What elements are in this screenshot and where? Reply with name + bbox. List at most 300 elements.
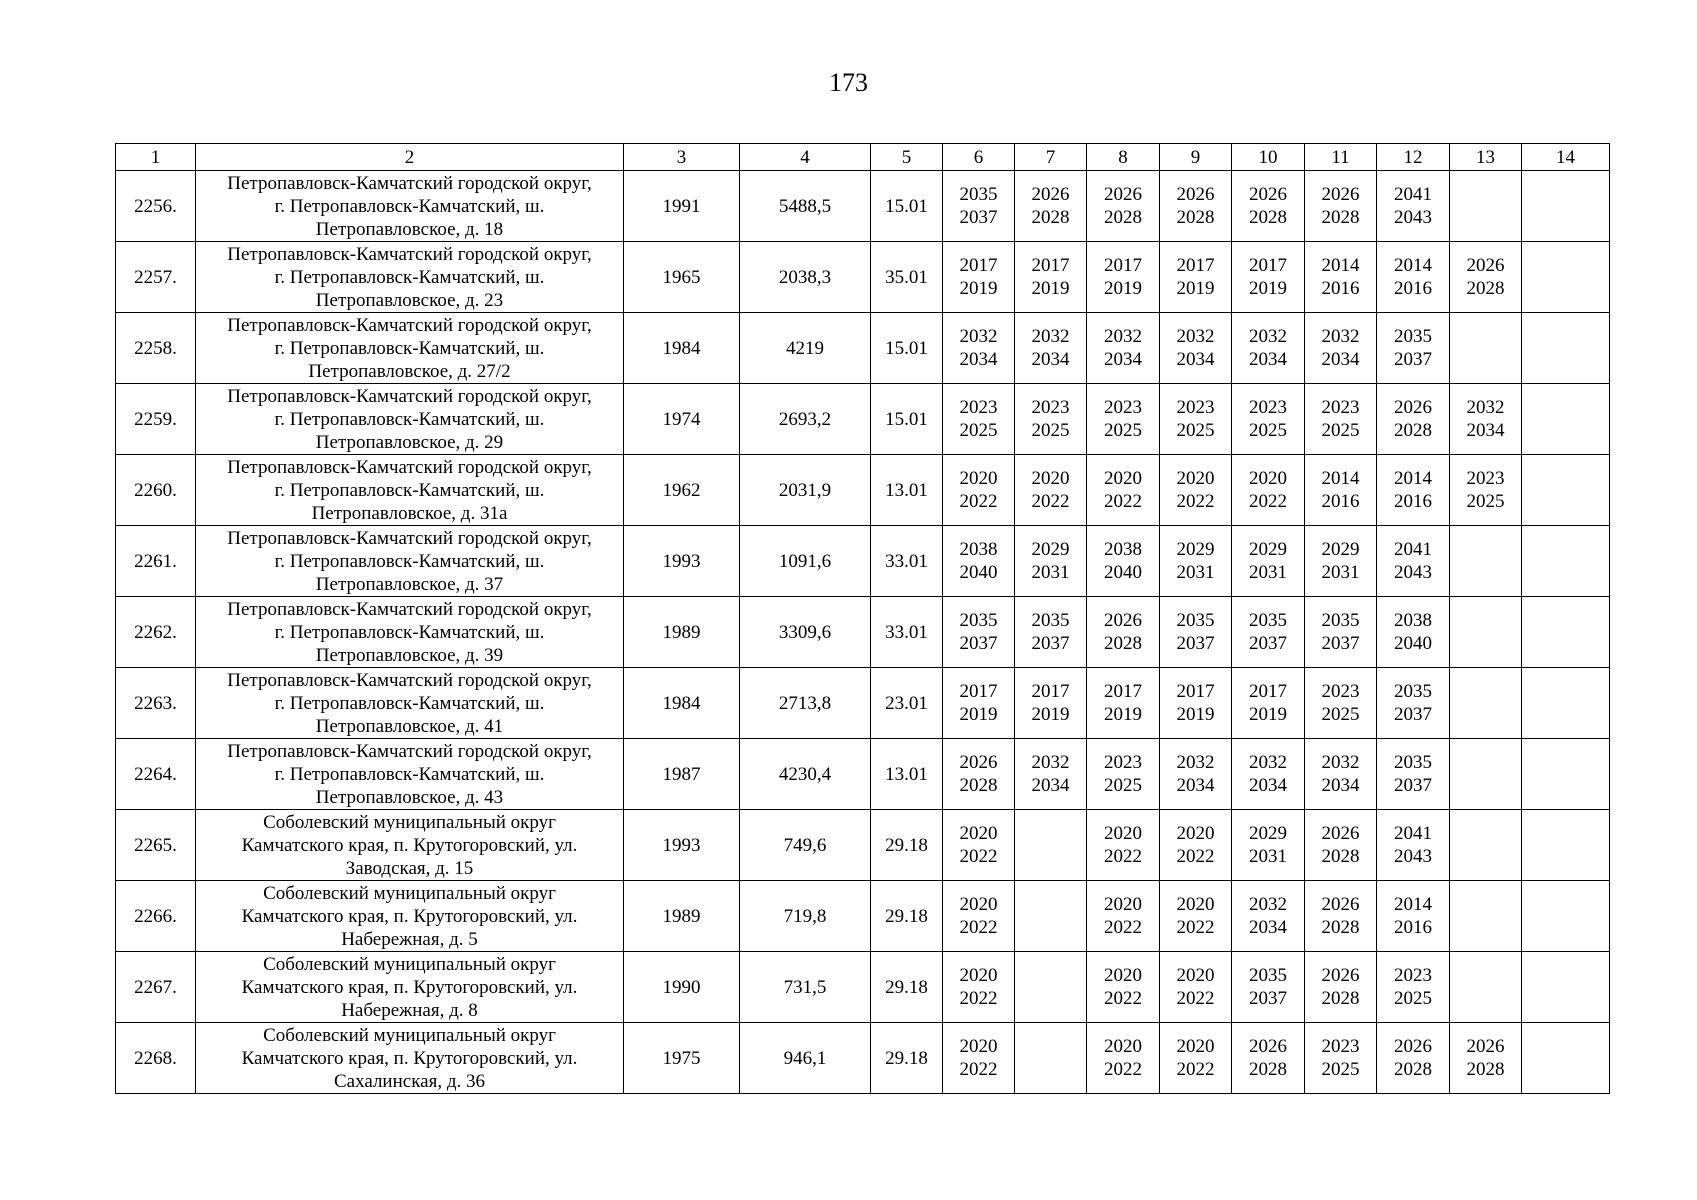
period-end: 2031 — [1031, 562, 1070, 583]
period-start: 2017 — [1249, 255, 1287, 276]
period-cell-col-8 — [1087, 739, 1160, 810]
period-start: 2035 — [1394, 681, 1432, 702]
period-cell-col-14 — [1522, 526, 1610, 597]
area-cell: 719,8 — [740, 881, 871, 952]
year-cell: 1965 — [624, 242, 740, 313]
address-cell — [196, 384, 624, 455]
period-cell-col-7 — [1015, 881, 1087, 952]
period-end: 2028 — [1104, 207, 1142, 228]
period-end: 2019 — [1104, 278, 1142, 299]
period-end: 2028 — [1394, 1059, 1432, 1080]
year-cell: 1984 — [624, 313, 740, 384]
code-cell: 29.18 — [871, 1023, 943, 1094]
period-end: 2025 — [1031, 420, 1070, 441]
period-start: 2032 — [1104, 326, 1142, 347]
period-cell-col-6 — [943, 171, 1015, 242]
period-start: 2020 — [1176, 823, 1215, 844]
period-start: 2020 — [1176, 965, 1215, 986]
period-start: 2020 — [959, 965, 998, 986]
year-cell: 1987 — [624, 739, 740, 810]
period-cell-col-12 — [1377, 242, 1450, 313]
header-row — [116, 144, 1610, 171]
period-start: 2014 — [1394, 468, 1432, 489]
period-end: 2034 — [1104, 349, 1142, 370]
period-end: 2031 — [1249, 846, 1287, 867]
period-end: 2022 — [959, 491, 998, 512]
address-line: Петропавловское, д. 39 — [315, 644, 504, 666]
period-cell-col-11 — [1305, 881, 1377, 952]
period-start: 2020 — [1176, 1036, 1215, 1057]
period-cell-col-13 — [1450, 384, 1522, 455]
period-start: 2026 — [1031, 184, 1070, 205]
code-cell: 33.01 — [871, 526, 943, 597]
address-line: г. Петропавловск-Камчатский, ш. — [274, 337, 545, 359]
period-end: 2034 — [1249, 917, 1287, 938]
period-cell-col-10 — [1232, 455, 1305, 526]
table-row — [116, 668, 1610, 739]
period-start: 2020 — [1104, 965, 1142, 986]
period-cell-col-8 — [1087, 313, 1160, 384]
period-cell-col-9 — [1160, 739, 1232, 810]
period-end: 2025 — [1321, 704, 1360, 725]
period-end: 2034 — [1176, 775, 1215, 796]
period-cell-col-7 — [1015, 384, 1087, 455]
period-end: 2043 — [1394, 207, 1432, 228]
period-cell-col-9 — [1160, 171, 1232, 242]
period-cell-col-8 — [1087, 1023, 1160, 1094]
period-start: 2023 — [1466, 468, 1505, 489]
address-line: Петропавловское, д. 31а — [311, 502, 508, 524]
code-cell: 15.01 — [871, 384, 943, 455]
registry-table — [115, 143, 1610, 1094]
period-end: 2028 — [1321, 988, 1360, 1009]
address-cell — [196, 810, 624, 881]
period-cell-col-14 — [1522, 171, 1610, 242]
period-start: 2032 — [1249, 752, 1287, 773]
table-row — [116, 171, 1610, 242]
period-start: 2032 — [959, 326, 998, 347]
header-cell-6: 6 — [943, 144, 1015, 171]
code-cell: 33.01 — [871, 597, 943, 668]
address-line: Набережная, д. 5 — [341, 928, 478, 950]
period-end: 2031 — [1176, 562, 1215, 583]
period-cell-col-8 — [1087, 881, 1160, 952]
period-end: 2031 — [1321, 562, 1360, 583]
period-cell-col-14 — [1522, 668, 1610, 739]
period-start: 2020 — [1104, 823, 1142, 844]
address-cell — [196, 455, 624, 526]
period-cell-col-12 — [1377, 952, 1450, 1023]
period-cell-col-12 — [1377, 313, 1450, 384]
area-cell: 2031,9 — [740, 455, 871, 526]
period-cell-col-11 — [1305, 597, 1377, 668]
period-start: 2020 — [959, 823, 998, 844]
code-cell: 29.18 — [871, 881, 943, 952]
period-cell-col-14 — [1522, 810, 1610, 881]
period-cell-col-8 — [1087, 597, 1160, 668]
row-number: 2266. — [116, 881, 196, 952]
row-number: 2268. — [116, 1023, 196, 1094]
address-line: Петропавловск-Камчатский городской округ, — [227, 456, 592, 478]
period-end: 2028 — [1249, 1059, 1287, 1080]
address-line: Соболевский муниципальный округ — [263, 882, 556, 904]
period-start: 2017 — [1176, 681, 1215, 702]
period-start: 2041 — [1394, 539, 1432, 560]
period-start: 2026 — [1249, 184, 1287, 205]
address-line: г. Петропавловск-Камчатский, ш. — [274, 479, 545, 501]
code-cell: 29.18 — [871, 810, 943, 881]
period-end: 2028 — [1031, 207, 1070, 228]
period-end: 2034 — [1466, 420, 1505, 441]
period-cell-col-8 — [1087, 242, 1160, 313]
address-line: Петропавловское, д. 37 — [315, 573, 504, 595]
period-end: 2022 — [1031, 491, 1070, 512]
period-end: 2028 — [1466, 278, 1505, 299]
period-end: 2034 — [1249, 775, 1287, 796]
period-end: 2040 — [1394, 633, 1432, 654]
address-cell — [196, 739, 624, 810]
period-start: 2017 — [1104, 681, 1142, 702]
period-cell-col-12 — [1377, 1023, 1450, 1094]
address-line: г. Петропавловск-Камчатский, ш. — [274, 692, 545, 714]
period-start: 2017 — [1176, 255, 1215, 276]
period-cell-col-9 — [1160, 597, 1232, 668]
period-end: 2034 — [1321, 349, 1360, 370]
period-end: 2025 — [1104, 775, 1142, 796]
period-start: 2023 — [1104, 397, 1142, 418]
period-start: 2026 — [1249, 1036, 1287, 1057]
period-cell-col-10 — [1232, 881, 1305, 952]
period-cell-col-6 — [943, 242, 1015, 313]
period-cell-col-12 — [1377, 455, 1450, 526]
period-cell-col-14 — [1522, 384, 1610, 455]
period-cell-col-9 — [1160, 455, 1232, 526]
period-cell-col-6 — [943, 668, 1015, 739]
address-line: Петропавловск-Камчатский городской округ, — [227, 740, 592, 762]
period-end: 2028 — [1176, 207, 1215, 228]
period-end: 2022 — [959, 917, 998, 938]
period-cell-col-13 — [1450, 668, 1522, 739]
period-end: 2025 — [959, 420, 998, 441]
period-end: 2028 — [1321, 917, 1360, 938]
period-end: 2028 — [1249, 207, 1287, 228]
period-start: 2026 — [1466, 255, 1505, 276]
address-line: Камчатского края, п. Крутогоровский, ул. — [241, 834, 578, 856]
period-end: 2019 — [1249, 278, 1287, 299]
address-cell — [196, 526, 624, 597]
period-end: 2022 — [1249, 491, 1287, 512]
period-cell-col-7 — [1015, 739, 1087, 810]
period-cell-col-14 — [1522, 313, 1610, 384]
period-end: 2022 — [959, 1059, 998, 1080]
period-end: 2016 — [1321, 491, 1360, 512]
period-cell-col-11 — [1305, 810, 1377, 881]
period-end: 2040 — [1104, 562, 1142, 583]
period-start: 2026 — [1104, 184, 1142, 205]
period-cell-col-9 — [1160, 810, 1232, 881]
period-cell-col-10 — [1232, 668, 1305, 739]
header-cell-8: 8 — [1087, 144, 1160, 171]
address-line: Сахалинская, д. 36 — [334, 1070, 485, 1092]
period-end: 2025 — [1249, 420, 1287, 441]
year-cell: 1962 — [624, 455, 740, 526]
period-end: 2034 — [1249, 349, 1287, 370]
table-row — [116, 242, 1610, 313]
period-cell-col-7 — [1015, 952, 1087, 1023]
table-row — [116, 739, 1610, 810]
code-cell: 23.01 — [871, 668, 943, 739]
area-cell: 3309,6 — [740, 597, 871, 668]
period-start: 2035 — [1321, 610, 1360, 631]
period-start: 2026 — [959, 752, 998, 773]
period-cell-col-9 — [1160, 384, 1232, 455]
period-start: 2023 — [1031, 397, 1070, 418]
period-start: 2026 — [1176, 184, 1215, 205]
period-cell-col-14 — [1522, 952, 1610, 1023]
period-cell-col-6 — [943, 1023, 1015, 1094]
address-line: Петропавловское, д. 18 — [315, 218, 504, 240]
period-cell-col-7 — [1015, 242, 1087, 313]
period-start: 2020 — [959, 468, 998, 489]
address-line: Петропавловск-Камчатский городской округ, — [227, 243, 592, 265]
code-cell: 29.18 — [871, 952, 943, 1023]
period-cell-col-12 — [1377, 526, 1450, 597]
address-line: г. Петропавловск-Камчатский, ш. — [274, 550, 545, 572]
page-number: 173 — [829, 68, 868, 97]
address-line: Петропавловск-Камчатский городской округ, — [227, 598, 592, 620]
address-line: Петропавловск-Камчатский городской округ, — [227, 669, 592, 691]
table-row — [116, 526, 1610, 597]
period-start: 2020 — [1031, 468, 1070, 489]
row-number: 2267. — [116, 952, 196, 1023]
period-start: 2032 — [1321, 326, 1360, 347]
row-number: 2259. — [116, 384, 196, 455]
code-cell: 15.01 — [871, 313, 943, 384]
period-start: 2032 — [1249, 326, 1287, 347]
period-end: 2040 — [959, 562, 998, 583]
address-line: Соболевский муниципальный округ — [263, 953, 556, 975]
area-cell: 946,1 — [740, 1023, 871, 1094]
period-start: 2017 — [1031, 255, 1070, 276]
address-cell — [196, 668, 624, 739]
period-cell-col-10 — [1232, 242, 1305, 313]
period-start: 2032 — [1249, 894, 1287, 915]
period-cell-col-11 — [1305, 526, 1377, 597]
period-cell-col-10 — [1232, 384, 1305, 455]
period-start: 2023 — [1321, 1036, 1360, 1057]
period-start: 2035 — [959, 184, 998, 205]
table-row — [116, 810, 1610, 881]
address-line: Камчатского края, п. Крутогоровский, ул. — [241, 1047, 578, 1069]
address-line: Петропавловск-Камчатский городской округ, — [227, 385, 592, 407]
period-cell-col-13 — [1450, 952, 1522, 1023]
period-cell-col-12 — [1377, 810, 1450, 881]
address-cell — [196, 171, 624, 242]
row-number: 2258. — [116, 313, 196, 384]
period-cell-col-13 — [1450, 881, 1522, 952]
period-cell-col-9 — [1160, 668, 1232, 739]
period-cell-col-8 — [1087, 384, 1160, 455]
address-line: Петропавловское, д. 29 — [315, 431, 504, 453]
code-cell: 15.01 — [871, 171, 943, 242]
period-cell-col-6 — [943, 455, 1015, 526]
period-end: 2019 — [1176, 278, 1215, 299]
period-end: 2025 — [1104, 420, 1142, 441]
header-cell-10: 10 — [1232, 144, 1305, 171]
period-end: 2028 — [1321, 846, 1360, 867]
period-cell-col-13 — [1450, 455, 1522, 526]
period-start: 2020 — [1176, 894, 1215, 915]
header-cell-11: 11 — [1305, 144, 1377, 171]
period-start: 2035 — [1176, 610, 1215, 631]
period-end: 2043 — [1394, 846, 1432, 867]
table-row — [116, 455, 1610, 526]
period-end: 2028 — [959, 775, 998, 796]
row-number: 2265. — [116, 810, 196, 881]
area-cell: 749,6 — [740, 810, 871, 881]
year-cell: 1975 — [624, 1023, 740, 1094]
period-end: 2034 — [1031, 349, 1070, 370]
period-cell-col-13 — [1450, 242, 1522, 313]
address-line: Петропавловское, д. 27/2 — [308, 360, 511, 382]
period-end: 2022 — [959, 988, 998, 1009]
period-cell-col-7 — [1015, 313, 1087, 384]
period-end: 2022 — [1176, 1059, 1215, 1080]
period-start: 2014 — [1321, 255, 1360, 276]
row-number: 2261. — [116, 526, 196, 597]
period-cell-col-6 — [943, 952, 1015, 1023]
period-cell-col-14 — [1522, 881, 1610, 952]
period-cell-col-6 — [943, 384, 1015, 455]
address-line: Заводская, д. 15 — [345, 857, 474, 879]
period-cell-col-11 — [1305, 739, 1377, 810]
period-end: 2037 — [959, 207, 998, 228]
row-number: 2263. — [116, 668, 196, 739]
period-start: 2029 — [1249, 823, 1287, 844]
row-number: 2260. — [116, 455, 196, 526]
period-end: 2028 — [1466, 1059, 1505, 1080]
period-end: 2034 — [1176, 349, 1215, 370]
address-cell — [196, 597, 624, 668]
period-start: 2032 — [1031, 752, 1070, 773]
period-cell-col-9 — [1160, 242, 1232, 313]
period-start: 2026 — [1321, 965, 1360, 986]
address-line: г. Петропавловск-Камчатский, ш. — [274, 195, 545, 217]
period-start: 2020 — [959, 894, 998, 915]
period-end: 2037 — [1249, 633, 1287, 654]
period-start: 2023 — [959, 397, 998, 418]
period-start: 2020 — [1104, 468, 1142, 489]
period-cell-col-10 — [1232, 739, 1305, 810]
period-end: 2019 — [959, 278, 998, 299]
period-cell-col-12 — [1377, 384, 1450, 455]
address-line: Петропавловск-Камчатский городской округ, — [227, 527, 592, 549]
address-line: Петропавловское, д. 43 — [315, 786, 504, 808]
period-end: 2019 — [959, 704, 998, 725]
period-end: 2025 — [1176, 420, 1215, 441]
row-number: 2257. — [116, 242, 196, 313]
period-cell-col-14 — [1522, 455, 1610, 526]
period-start: 2032 — [1321, 752, 1360, 773]
area-cell: 731,5 — [740, 952, 871, 1023]
address-cell — [196, 313, 624, 384]
period-cell-col-13 — [1450, 171, 1522, 242]
area-cell: 5488,5 — [740, 171, 871, 242]
period-cell-col-6 — [943, 739, 1015, 810]
period-end: 2016 — [1394, 917, 1432, 938]
period-start: 2017 — [1249, 681, 1287, 702]
year-cell: 1984 — [624, 668, 740, 739]
period-cell-col-8 — [1087, 668, 1160, 739]
code-cell: 35.01 — [871, 242, 943, 313]
period-cell-col-13 — [1450, 810, 1522, 881]
period-cell-col-13 — [1450, 313, 1522, 384]
period-cell-col-14 — [1522, 1023, 1610, 1094]
address-line: Камчатского края, п. Крутогоровский, ул. — [241, 976, 578, 998]
period-start: 2035 — [1394, 752, 1432, 773]
period-end: 2037 — [959, 633, 998, 654]
period-cell-col-9 — [1160, 1023, 1232, 1094]
address-line: Камчатского края, п. Крутогоровский, ул. — [241, 905, 578, 927]
period-end: 2028 — [1394, 420, 1432, 441]
period-cell-col-8 — [1087, 171, 1160, 242]
period-end: 2022 — [1176, 917, 1215, 938]
period-start: 2020 — [1104, 1036, 1142, 1057]
period-cell-col-12 — [1377, 171, 1450, 242]
table-row — [116, 313, 1610, 384]
period-cell-col-8 — [1087, 526, 1160, 597]
period-start: 2020 — [959, 1036, 998, 1057]
period-start: 2020 — [1176, 468, 1215, 489]
period-start: 2026 — [1321, 894, 1360, 915]
period-start: 2032 — [1176, 752, 1215, 773]
period-start: 2014 — [1394, 255, 1432, 276]
period-start: 2014 — [1321, 468, 1360, 489]
period-start: 2038 — [1104, 539, 1142, 560]
address-line: Петропавловск-Камчатский городской округ, — [227, 314, 592, 336]
area-cell: 2693,2 — [740, 384, 871, 455]
period-cell-col-11 — [1305, 384, 1377, 455]
period-end: 2019 — [1104, 704, 1142, 725]
address-line: Соболевский муниципальный округ — [263, 1024, 556, 1046]
period-end: 2025 — [1321, 420, 1360, 441]
period-start: 2017 — [959, 255, 998, 276]
period-end: 2019 — [1176, 704, 1215, 725]
header-cell-1: 1 — [116, 144, 196, 171]
year-cell: 1993 — [624, 526, 740, 597]
period-cell-col-11 — [1305, 1023, 1377, 1094]
year-cell: 1974 — [624, 384, 740, 455]
period-cell-col-11 — [1305, 952, 1377, 1023]
period-start: 2023 — [1249, 397, 1287, 418]
period-end: 2016 — [1394, 491, 1432, 512]
period-start: 2023 — [1321, 397, 1360, 418]
period-start: 2026 — [1321, 823, 1360, 844]
period-cell-col-11 — [1305, 313, 1377, 384]
period-end: 2037 — [1394, 704, 1432, 725]
period-start: 2035 — [1394, 326, 1432, 347]
period-start: 2014 — [1394, 894, 1432, 915]
period-end: 2022 — [1176, 988, 1215, 1009]
period-start: 2020 — [1104, 894, 1142, 915]
period-cell-col-7 — [1015, 597, 1087, 668]
period-cell-col-10 — [1232, 313, 1305, 384]
period-start: 2017 — [959, 681, 998, 702]
address-line: г. Петропавловск-Камчатский, ш. — [274, 621, 545, 643]
period-cell-col-9 — [1160, 952, 1232, 1023]
period-cell-col-9 — [1160, 526, 1232, 597]
period-start: 2029 — [1176, 539, 1215, 560]
